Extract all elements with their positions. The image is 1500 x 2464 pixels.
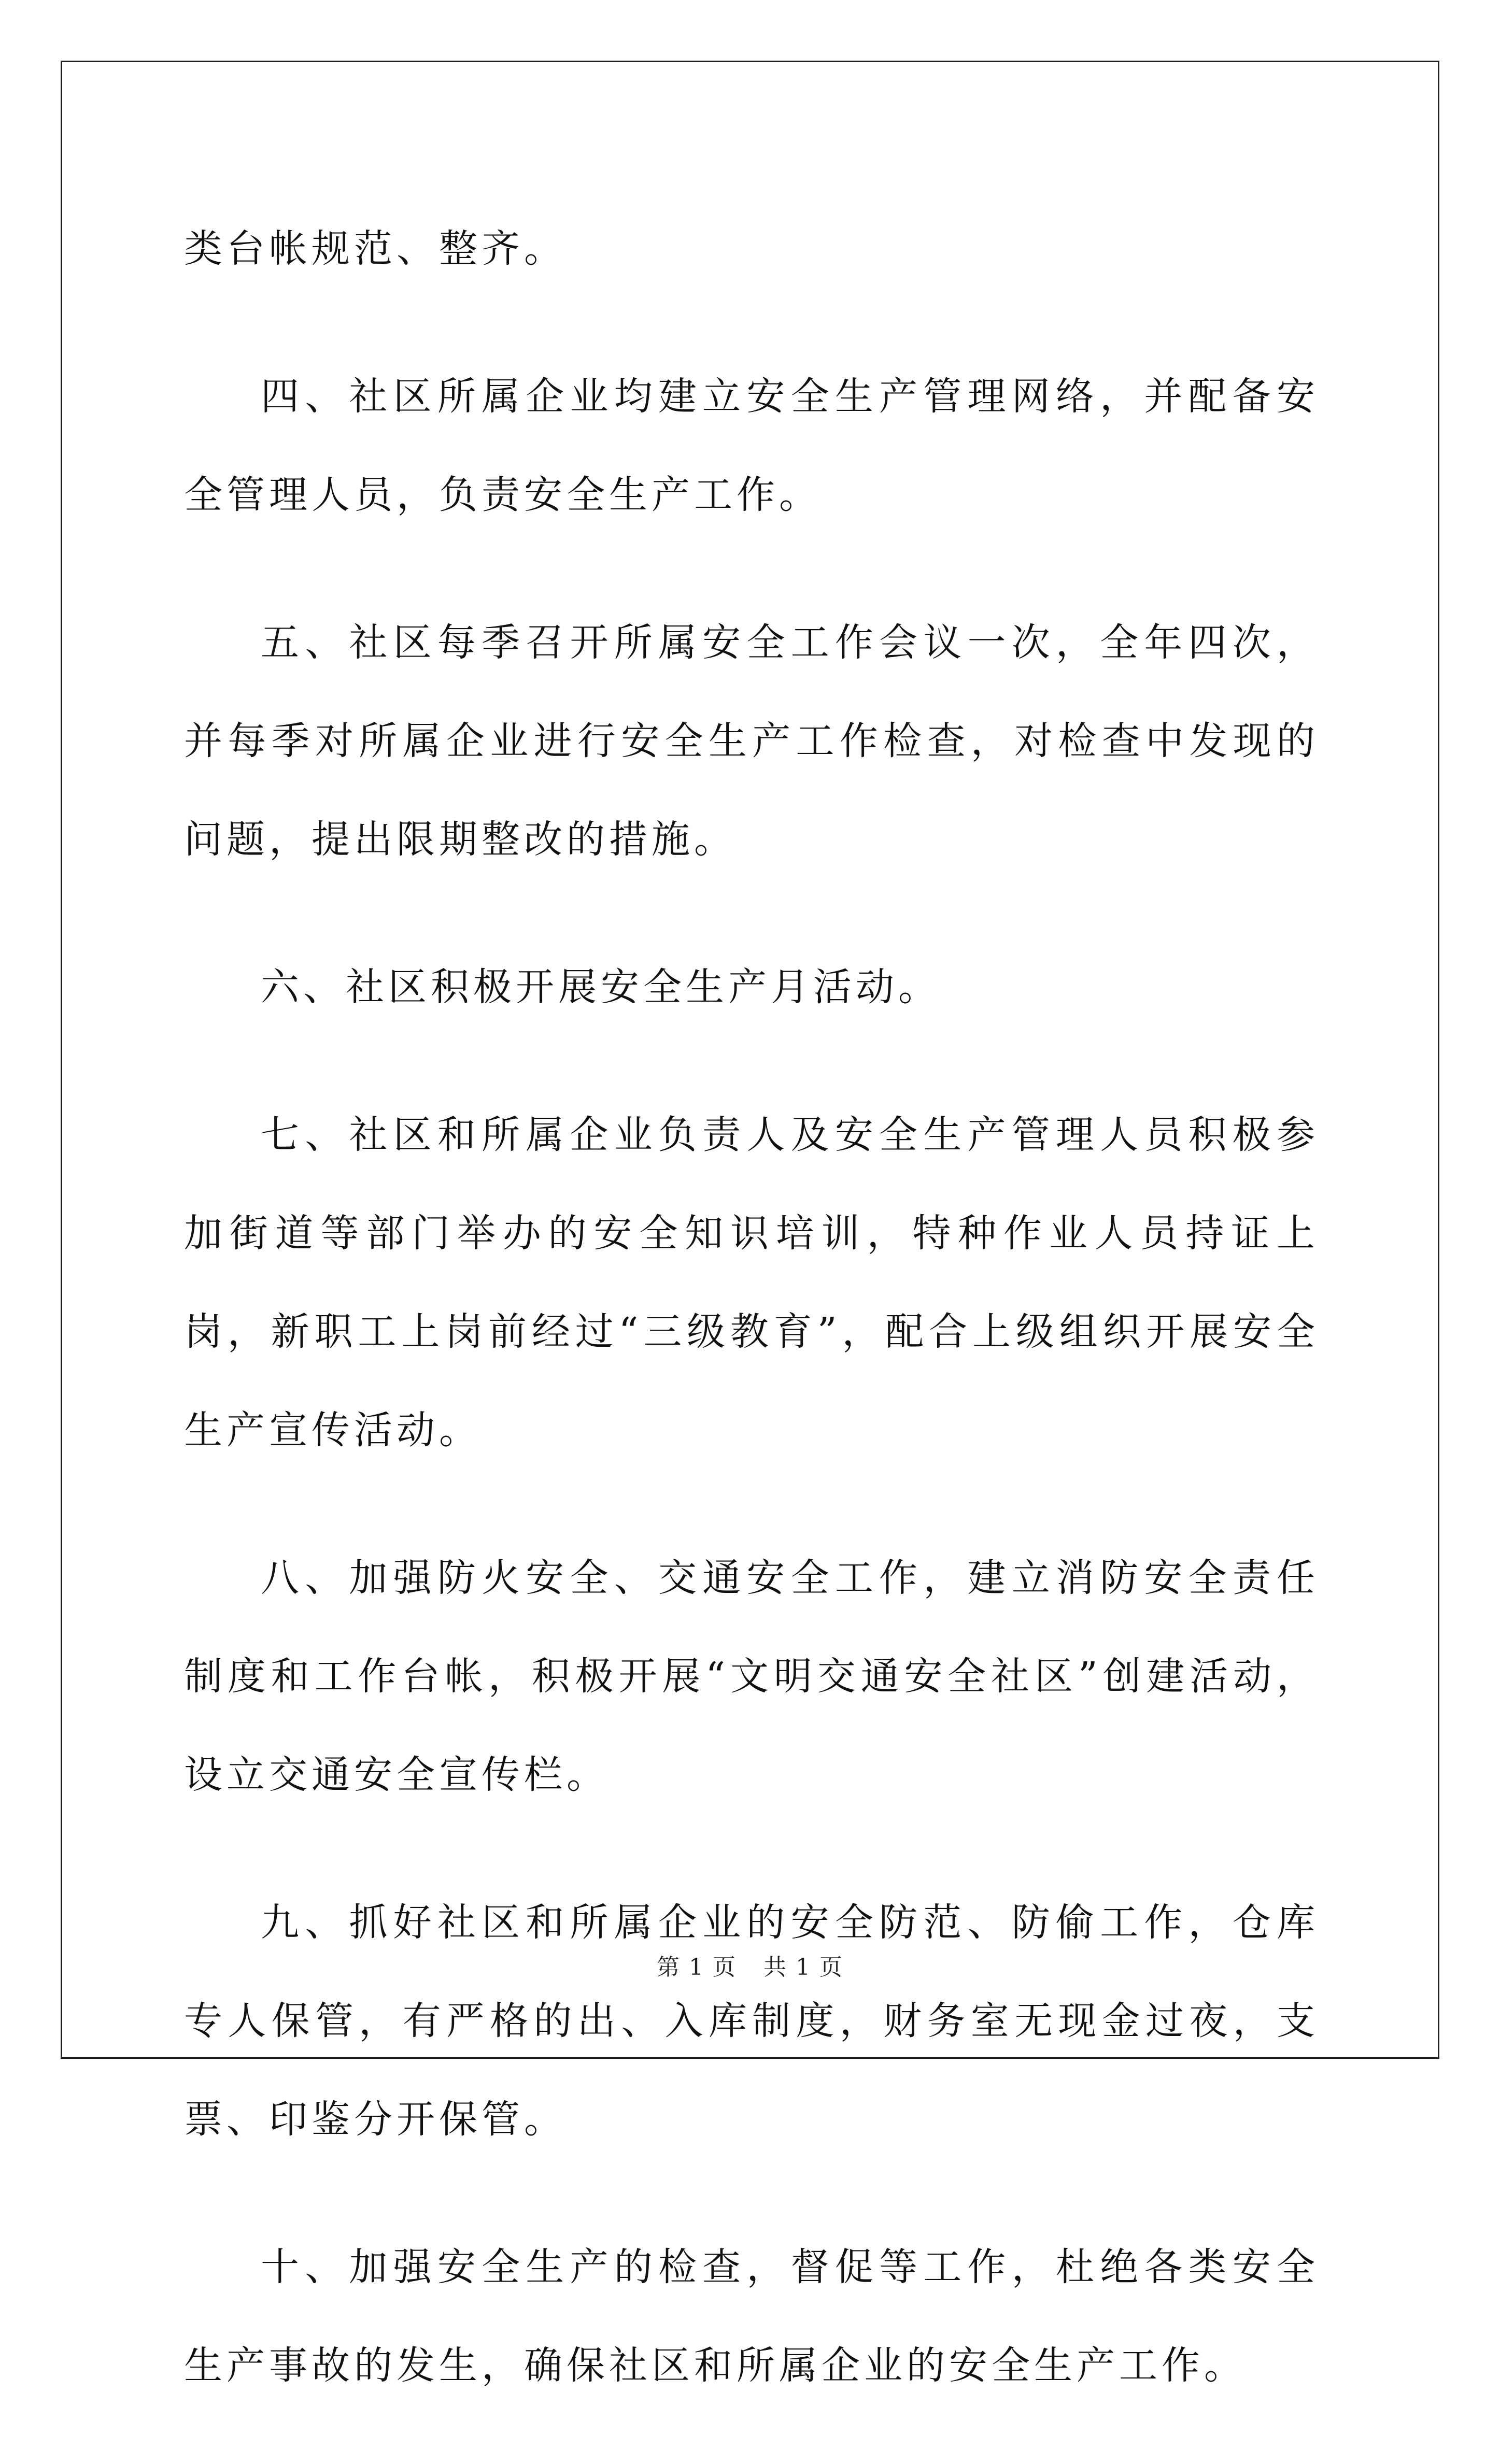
page-footer: [0, 1948, 1500, 1982]
document-body: [184, 200, 1319, 2464]
page-number: 第 1 页: [657, 1954, 737, 1981]
paragraph: 四、社区所属企业均建立安全生产管理网络，并配备安全管理人员，负责安全生产工作。: [184, 374, 1319, 517]
paragraph: 十、加强安全生产的检查，督促等工作，杜绝各类安全生产事故的发生，确保社区和所属企业的安全生产工作。: [184, 2245, 1319, 2388]
paragraph: 五、社区每季召开所属安全工作会议一次，全年四次，并每季对所属企业进行安全生产工作检查，对检查中发现的问题，提出限期整改的措施。: [184, 620, 1319, 862]
paragraph: 七、社区和所属企业负责人及安全生产管理人员积极参加街道等部门举办的安全知识培训，特种作业人员持证上岗，新职工上岗前经过“三级教育”，配合上级组织开展安全生产宣传活动。: [184, 1113, 1319, 1452]
paragraph: 六、社区积极开展安全生产月活动。: [261, 965, 941, 1009]
page-count: 共 1 页: [763, 1954, 843, 1981]
paragraph: 类台帐规范、整齐。: [184, 226, 567, 271]
paragraph: 九、抓好社区和所属企业的安全防范、防偷工作，仓库专人保管，有严格的出、入库制度，财务室无现金过夜，支票、印鉴分开保管。: [184, 1900, 1319, 2142]
paragraph: 八、加强防火安全、交通安全工作，建立消防安全责任制度和工作台帐，积极开展“文明交通安全社区”创建活动，设立交通安全宣传栏。: [184, 1556, 1319, 1797]
